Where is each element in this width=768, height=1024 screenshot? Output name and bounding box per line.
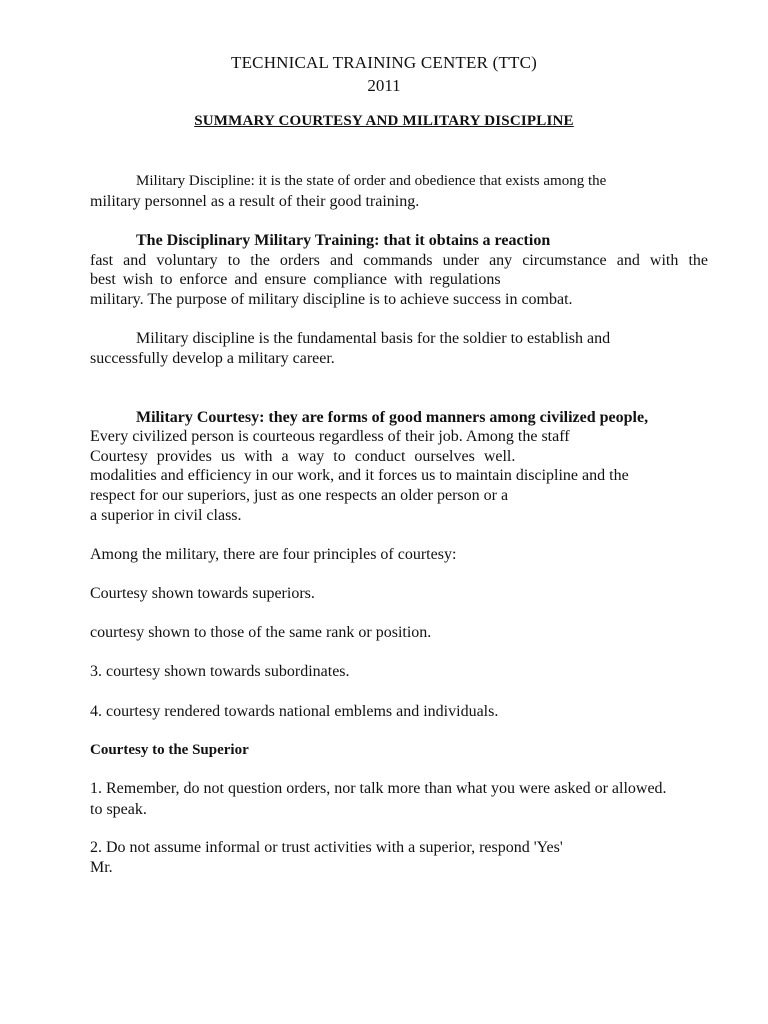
principle-item-3: 3. courtesy shown towards subordinates. (90, 663, 350, 680)
superior-heading: Courtesy to the Superior (90, 742, 249, 758)
para4-line5: respect for our superiors, just as one respects an older person or a (90, 487, 509, 504)
para1-line1: Military Discipline: it is the state of order and obedience that exists among the (136, 173, 607, 189)
superior-rule2-line2: Mr. (90, 859, 113, 876)
para4-line4: modalities and efficiency in our work, and it forces us to maintain discipline and the (90, 467, 629, 484)
para2-heading: The Disciplinary Military Training: that it obtains a reaction (136, 232, 551, 249)
para3-line1: Military discipline is the fundamental basis for the soldier to establish and (136, 330, 611, 347)
superior-rule1-line2: to speak. (90, 801, 147, 818)
para4-line6: a superior in civil class. (90, 507, 242, 524)
principles-intro: Among the military, there are four principles of courtesy: (90, 546, 457, 563)
para4-line2: Every civilized person is courteous regardless of their job. Among the staff (90, 428, 570, 445)
para1-line2: military personnel as a result of their good training. (90, 193, 420, 210)
principle-item-4: 4. courtesy rendered towards national emblems and individuals. (90, 703, 499, 720)
principle-item-2: courtesy shown to those of the same rank or position. (90, 624, 432, 641)
document-heading: SUMMARY COURTESY AND MILITARY DISCIPLINE (194, 113, 574, 129)
document-title: TECHNICAL TRAINING CENTER (TTC) (230, 53, 538, 72)
para2-line2: fast and voluntary to the orders and commands under any circumstance and with the (90, 252, 708, 269)
para4-line3: Courtesy provides us with a way to conduct ourselves well. (90, 448, 516, 465)
superior-rule1-line1: 1. Remember, do not question orders, nor talk more than what you were asked or allowed. (90, 780, 667, 797)
para3-line2: successfully develop a military career. (90, 350, 335, 367)
superior-rule2-line1: 2. Do not assume informal or trust activities with a superior, respond 'Yes' (90, 839, 563, 856)
para2-line3: best wish to enforce and ensure compliance with regulations (90, 271, 501, 288)
principle-item-1: Courtesy shown towards superiors. (90, 585, 315, 602)
para2-line4: military. The purpose of military discipline is to achieve success in combat. (90, 291, 573, 308)
para4-heading: Military Courtesy: they are forms of good manners among civilized people, (136, 409, 649, 426)
document-year: 2011 (367, 76, 401, 95)
